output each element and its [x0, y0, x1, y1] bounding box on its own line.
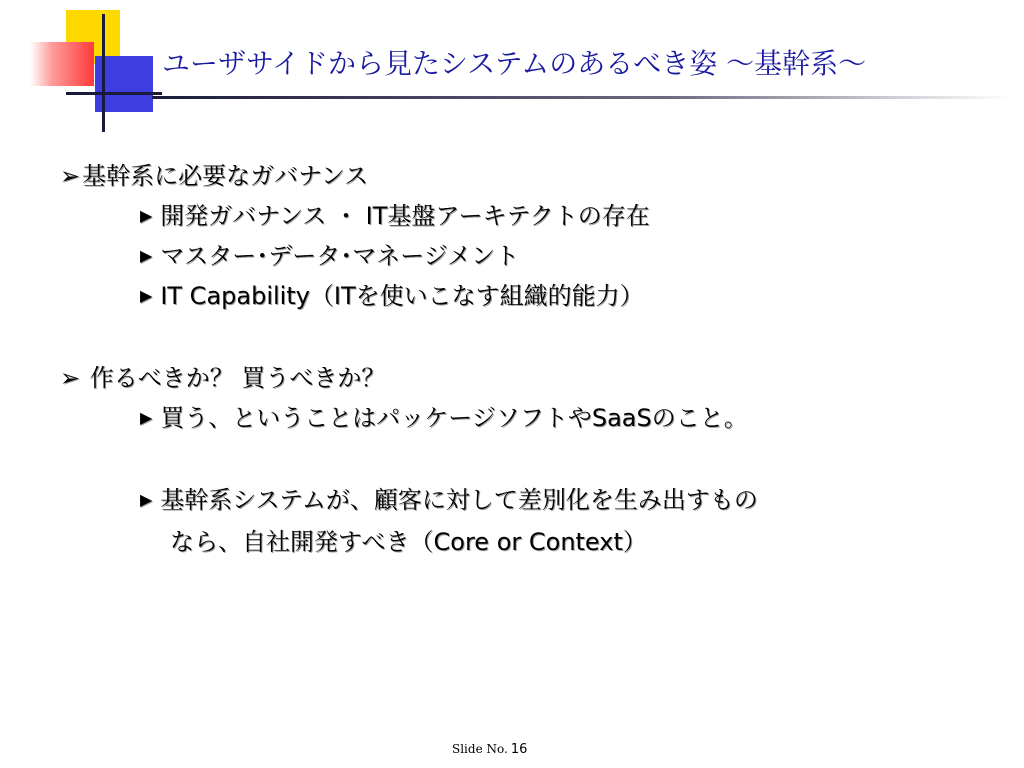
list-item-continuation: なら、自社開発すべき（Core or Context）: [170, 528, 647, 556]
triangle-bullet-icon: ▶: [140, 206, 153, 225]
triangle-bullet-icon: ▶: [140, 408, 153, 427]
section-heading-text: 作るべきか？ 買うべきか？: [82, 364, 386, 392]
slide-footer: [452, 742, 527, 757]
arrow-bullet-icon: ➢: [60, 162, 81, 190]
triangle-bullet-icon: ▶: [140, 490, 153, 509]
list-item: [140, 404, 748, 433]
list-item: [140, 242, 519, 271]
list-item-text: IT Capability（ITを使いこなす組織的能力）: [160, 282, 644, 310]
section-heading-governance: [60, 162, 368, 191]
list-item-text: 買う、ということはパッケージソフトやSaaSのこと。: [160, 404, 748, 432]
arrow-bullet-icon: ➢: [60, 364, 81, 392]
list-item-text: 基幹系システムが、顧客に対して差別化を生み出すもの: [160, 486, 758, 514]
list-item: [140, 486, 758, 515]
slide-number: 16: [510, 742, 528, 757]
list-item-text: マスター･データ･マネージメント: [160, 242, 520, 270]
triangle-bullet-icon: ▶: [140, 246, 153, 265]
list-item: [140, 202, 650, 231]
list-item-text: 開発ガバナンス ・ IT基盤アーキテクトの存在: [160, 202, 650, 230]
slide-title: ユーザサイドから見たシステムのあるべき姿 ～基幹系～: [162, 47, 867, 80]
slide-number-label: Slide No.: [452, 742, 508, 756]
list-item: [140, 282, 644, 311]
section-heading-make-or-buy: [60, 364, 385, 393]
triangle-bullet-icon: ▶: [140, 286, 153, 305]
section-heading-text: 基幹系に必要なガバナンス: [82, 162, 369, 190]
